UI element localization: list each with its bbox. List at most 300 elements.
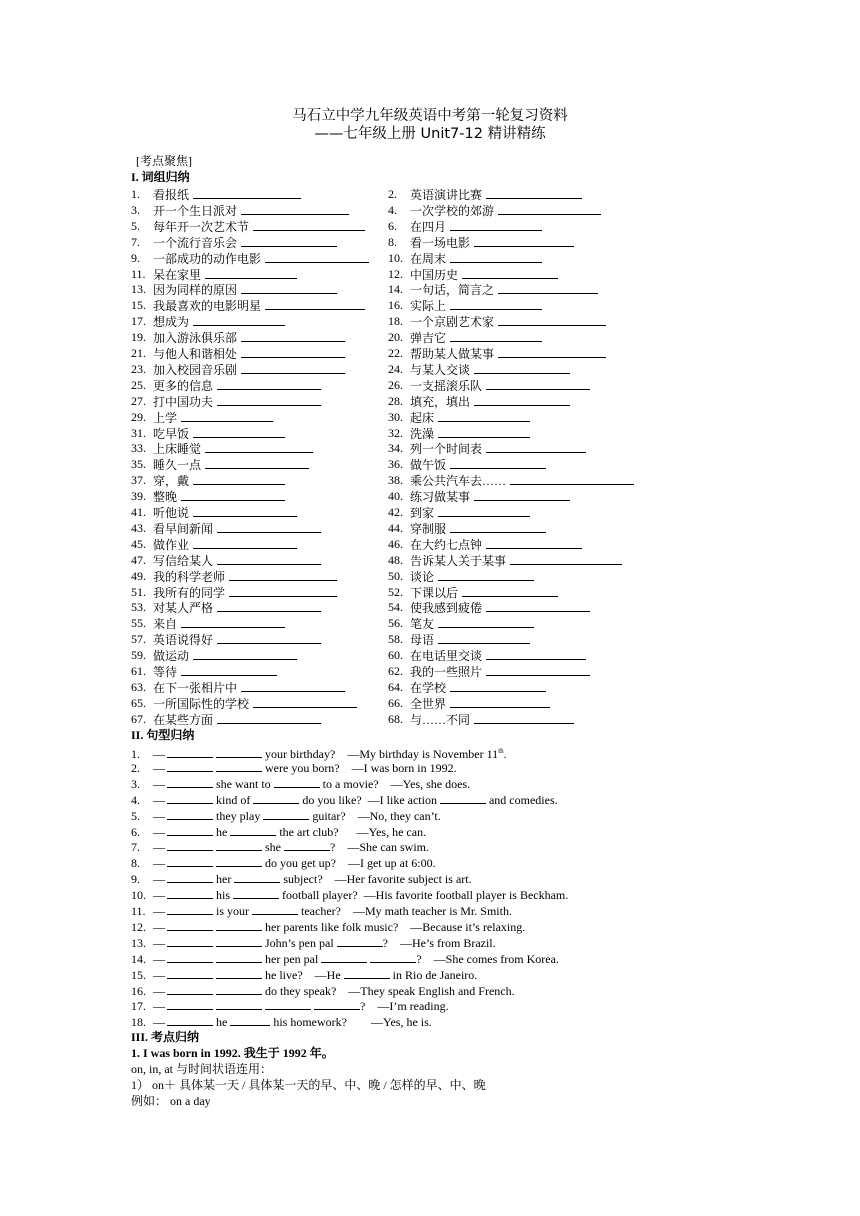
phrase-number: 47. xyxy=(131,552,146,567)
answer-blank[interactable] xyxy=(474,393,570,406)
answer-blank[interactable] xyxy=(216,966,262,979)
phrase-text: 谈论 xyxy=(410,568,534,585)
answer-blank[interactable] xyxy=(450,695,550,708)
phrase-text: 帮助某人做某事 xyxy=(410,345,606,362)
phrase-item xyxy=(131,647,381,663)
phrase-number: 31. xyxy=(131,425,146,440)
answer-blank[interactable] xyxy=(216,950,262,963)
answer-blank[interactable] xyxy=(193,425,285,438)
phrase-item xyxy=(388,568,638,584)
answer-blank[interactable] xyxy=(167,775,213,788)
sentence-text: in Rio de Janeiro. xyxy=(389,967,478,982)
sentence-number: 16. xyxy=(131,983,146,998)
phrase-text: 等待 xyxy=(153,663,277,680)
phrase-number: 48. xyxy=(388,552,403,567)
answer-blank[interactable] xyxy=(216,934,262,947)
phrase-text: 全世界 xyxy=(410,695,550,712)
answer-blank[interactable] xyxy=(241,345,345,358)
phrase-text: 告诉某人关于某事 xyxy=(410,552,622,569)
answer-blank[interactable] xyxy=(216,745,262,758)
sentence-text: ? —She comes from Korea. xyxy=(416,951,559,966)
phrase-number: 10. xyxy=(388,250,403,265)
answer-blank[interactable] xyxy=(486,536,582,549)
phrase-item xyxy=(388,615,638,631)
answer-blank[interactable] xyxy=(167,854,213,867)
answer-blank[interactable] xyxy=(498,313,606,326)
phrase-text: 开一个生日派对 xyxy=(153,202,349,219)
answer-blank[interactable] xyxy=(181,663,277,676)
dash-marker: — xyxy=(153,983,165,998)
phrase-number: 53. xyxy=(131,600,146,615)
answer-blank[interactable] xyxy=(438,615,534,628)
sentence-number: 7. xyxy=(131,840,140,855)
phrase-text: 列一个时间表 xyxy=(410,440,586,457)
answer-blank[interactable] xyxy=(450,250,542,263)
answer-blank[interactable] xyxy=(217,711,321,724)
sentence-text: ? —I’m reading. xyxy=(360,999,449,1014)
answer-blank[interactable] xyxy=(337,934,383,947)
phrase-number: 7. xyxy=(131,234,140,249)
sentence-item xyxy=(131,870,472,886)
phrase-item xyxy=(388,504,638,520)
answer-blank[interactable] xyxy=(181,409,273,422)
phrase-item xyxy=(388,679,638,695)
answer-blank[interactable] xyxy=(486,440,586,453)
phrase-item xyxy=(131,329,381,345)
answer-blank[interactable] xyxy=(193,313,285,326)
section-heading-phrases: I. 词组归纳 xyxy=(131,170,190,184)
point-rule: 1） on＋ 具体某一天 / 具体某一天的早、中、晚 / 怎样的早、中、晚 xyxy=(131,1078,486,1092)
phrase-number: 12. xyxy=(388,266,403,281)
phrase-number: 13. xyxy=(131,282,146,297)
answer-blank[interactable] xyxy=(438,425,530,438)
phrase-item xyxy=(131,488,381,504)
phrase-item xyxy=(131,599,381,615)
sentence-text: the art club? —Yes, he can. xyxy=(276,824,427,839)
phrase-item xyxy=(388,440,638,456)
phrase-number: 8. xyxy=(388,234,397,249)
answer-blank[interactable] xyxy=(474,234,574,247)
answer-blank[interactable] xyxy=(217,520,321,533)
answer-blank[interactable] xyxy=(216,759,262,772)
sentence-item xyxy=(131,775,470,791)
phrase-text: 我最喜欢的电影明星 xyxy=(153,297,365,314)
answer-blank[interactable] xyxy=(217,393,321,406)
sentence-number: 4. xyxy=(131,792,140,807)
answer-blank[interactable] xyxy=(265,297,365,310)
phrase-item xyxy=(388,647,638,663)
phrase-text: 弹吉它 xyxy=(410,329,542,346)
phrase-item xyxy=(131,504,381,520)
answer-blank[interactable] xyxy=(167,982,213,995)
phrase-text: 一次学校的郊游 xyxy=(410,202,601,219)
answer-blank[interactable] xyxy=(321,950,367,963)
answer-blank[interactable] xyxy=(230,823,276,836)
answer-blank[interactable] xyxy=(474,361,570,374)
phrase-text: 看报纸 xyxy=(153,186,301,203)
point-heading: 1. I was born in 1992. 我生于 1992 年。 xyxy=(131,1046,334,1060)
phrase-item xyxy=(131,631,381,647)
phrase-text: 穿制服 xyxy=(410,520,546,537)
phrase-number: 54. xyxy=(388,600,403,615)
phrase-number: 25. xyxy=(131,377,146,392)
phrase-text: 在周末 xyxy=(410,250,542,267)
phrase-text: 与某人交谈 xyxy=(410,361,570,378)
answer-blank[interactable] xyxy=(167,934,213,947)
phrase-number: 68. xyxy=(388,711,403,726)
answer-blank[interactable] xyxy=(229,568,337,581)
phrase-text: 洗澡 xyxy=(410,425,530,442)
phrase-text: 来自 xyxy=(153,615,285,632)
answer-blank[interactable] xyxy=(253,791,299,804)
answer-blank[interactable] xyxy=(370,950,416,963)
answer-blank[interactable] xyxy=(474,711,574,724)
answer-blank[interactable] xyxy=(241,202,349,215)
phrase-text: 练习做某事 xyxy=(410,488,570,505)
answer-blank[interactable] xyxy=(167,1013,213,1026)
phrase-item xyxy=(388,552,638,568)
sentence-text: he xyxy=(213,824,231,839)
answer-blank[interactable] xyxy=(167,791,213,804)
answer-blank[interactable] xyxy=(474,488,570,501)
phrase-number: 44. xyxy=(388,520,403,535)
answer-blank[interactable] xyxy=(253,218,365,231)
phrase-item xyxy=(131,250,381,266)
answer-blank[interactable] xyxy=(167,950,213,963)
answer-blank[interactable] xyxy=(217,377,321,390)
phrase-text: 起床 xyxy=(410,409,530,426)
answer-blank[interactable] xyxy=(193,536,297,549)
answer-blank[interactable] xyxy=(205,266,297,279)
answer-blank[interactable] xyxy=(462,266,558,279)
phrase-text: 看早间新闻 xyxy=(153,520,321,537)
answer-blank[interactable] xyxy=(167,918,213,931)
answer-blank[interactable] xyxy=(241,679,345,692)
phrase-text: 一支摇滚乐队 xyxy=(410,377,590,394)
phrase-number: 38. xyxy=(388,473,403,488)
answer-blank[interactable] xyxy=(438,409,530,422)
phrase-item xyxy=(388,202,638,218)
sentence-text: football player? —His favorite football player is Beckham. xyxy=(279,888,569,903)
sentence-text: kind of xyxy=(213,792,254,807)
phrase-number: 35. xyxy=(131,457,146,472)
answer-blank[interactable] xyxy=(253,695,357,708)
sentence-text: teacher? —My math teacher is Mr. Smith. xyxy=(298,904,512,918)
answer-blank[interactable] xyxy=(314,997,360,1010)
sentence-item xyxy=(131,966,477,982)
answer-blank[interactable] xyxy=(205,440,313,453)
phrase-number: 20. xyxy=(388,330,403,345)
answer-blank[interactable] xyxy=(438,631,530,644)
answer-blank[interactable] xyxy=(167,902,213,915)
phrase-text: 在四月 xyxy=(410,218,542,235)
answer-blank[interactable] xyxy=(450,329,542,342)
answer-blank[interactable] xyxy=(450,520,546,533)
phrase-number: 55. xyxy=(131,616,146,631)
answer-blank[interactable] xyxy=(344,966,390,979)
dash-marker: — xyxy=(153,747,165,761)
answer-blank[interactable] xyxy=(498,281,598,294)
phrase-text: 在某些方面 xyxy=(153,711,321,728)
phrase-item xyxy=(388,472,638,488)
answer-blank[interactable] xyxy=(229,584,337,597)
sentence-text: he xyxy=(213,1015,231,1030)
sentence-text: to a movie? —Yes, she does. xyxy=(319,776,471,791)
phrase-number: 61. xyxy=(131,664,146,678)
sentence-item xyxy=(131,823,426,839)
answer-blank[interactable] xyxy=(486,186,582,199)
phrase-text: 每年开一次艺术节 xyxy=(153,218,365,235)
sentence-number: 12. xyxy=(131,919,146,934)
answer-blank[interactable] xyxy=(241,329,345,342)
answer-blank[interactable] xyxy=(241,234,337,247)
phrase-item xyxy=(388,297,638,313)
answer-blank[interactable] xyxy=(263,807,309,820)
phrase-text: 乘公共汽车去…… xyxy=(410,472,634,489)
phrase-text: 因为同样的原因 xyxy=(153,281,337,298)
phrase-item xyxy=(388,409,638,425)
answer-blank[interactable] xyxy=(450,218,542,231)
answer-blank[interactable] xyxy=(216,982,262,995)
answer-blank[interactable] xyxy=(216,997,262,1010)
phrase-number: 49. xyxy=(131,568,146,583)
answer-blank[interactable] xyxy=(450,679,546,692)
phrase-number: 64. xyxy=(388,679,403,694)
answer-blank[interactable] xyxy=(486,663,590,676)
phrase-text: 吃早饭 xyxy=(153,425,285,442)
answer-blank[interactable] xyxy=(510,552,622,565)
sentence-item xyxy=(131,997,449,1013)
answer-blank[interactable] xyxy=(438,504,530,517)
sentence-item xyxy=(131,791,558,807)
sentence-text: ? —He’s from Brazil. xyxy=(382,935,496,950)
answer-blank[interactable] xyxy=(167,745,213,758)
answer-blank[interactable] xyxy=(217,631,321,644)
phrase-text: 使我感到疲倦 xyxy=(410,599,590,616)
focus-label: [考点聚焦] xyxy=(136,154,192,168)
phrase-item xyxy=(131,313,381,329)
dash-marker: — xyxy=(153,935,165,950)
phrase-text: 一个流行音乐会 xyxy=(153,234,337,251)
answer-blank[interactable] xyxy=(450,456,546,469)
answer-blank[interactable] xyxy=(181,488,285,501)
answer-blank[interactable] xyxy=(216,838,262,851)
dash-marker: — xyxy=(153,967,165,982)
answer-blank[interactable] xyxy=(167,870,213,883)
answer-blank[interactable] xyxy=(265,997,311,1010)
phrase-text: 我的一些照片 xyxy=(410,663,590,680)
answer-blank[interactable] xyxy=(167,759,213,772)
answer-blank[interactable] xyxy=(486,377,590,390)
phrase-item xyxy=(388,456,638,472)
phrase-item xyxy=(131,234,381,250)
sentence-text: his xyxy=(213,888,234,903)
section-heading-points: III. 考点归纳 xyxy=(131,1030,200,1044)
phrase-text: 我的科学老师 xyxy=(153,568,337,585)
phrase-text: 我所有的同学 xyxy=(153,584,337,601)
answer-blank[interactable] xyxy=(265,250,369,263)
answer-blank[interactable] xyxy=(181,615,285,628)
sentence-text: subject? —Her favorite subject is art. xyxy=(280,872,472,887)
phrase-item xyxy=(131,186,381,202)
sentence-number: 15. xyxy=(131,967,146,982)
phrase-item xyxy=(388,361,638,377)
phrase-item xyxy=(131,393,381,409)
phrase-number: 43. xyxy=(131,520,146,535)
point-example: 例如： on a day xyxy=(131,1094,211,1108)
answer-blank[interactable] xyxy=(233,886,279,899)
phrase-item xyxy=(388,488,638,504)
sentence-item xyxy=(131,854,436,870)
sentence-number: 17. xyxy=(131,999,146,1014)
sentence-item xyxy=(131,934,496,950)
phrase-item xyxy=(131,552,381,568)
phrase-number: 5. xyxy=(131,218,140,233)
sentence-text: do you like? —I like action xyxy=(299,792,440,807)
sentence-number: 3. xyxy=(131,776,140,791)
answer-blank[interactable] xyxy=(498,345,606,358)
phrase-number: 45. xyxy=(131,536,146,551)
phrase-item xyxy=(131,440,381,456)
answer-blank[interactable] xyxy=(193,504,297,517)
phrase-number: 66. xyxy=(388,695,403,710)
phrase-item xyxy=(131,202,381,218)
dash-marker: — xyxy=(153,840,165,855)
dash-marker: — xyxy=(153,824,165,839)
phrase-item xyxy=(388,377,638,393)
phrase-text: 睡久一点 xyxy=(153,456,309,473)
sentence-item xyxy=(131,950,559,966)
dash-marker: — xyxy=(153,919,165,934)
answer-blank[interactable] xyxy=(486,647,586,660)
phrase-number: 52. xyxy=(388,584,403,599)
phrase-number: 41. xyxy=(131,505,146,519)
answer-blank[interactable] xyxy=(241,361,345,374)
phrase-item xyxy=(388,425,638,441)
phrase-text: 一部成功的动作电影 xyxy=(153,250,369,267)
phrase-item xyxy=(131,456,381,472)
answer-blank[interactable] xyxy=(167,886,213,899)
phrase-number: 59. xyxy=(131,648,146,663)
phrase-number: 24. xyxy=(388,361,403,376)
sentence-item xyxy=(131,886,568,902)
answer-blank[interactable] xyxy=(234,870,280,883)
phrase-number: 29. xyxy=(131,409,146,424)
phrase-item xyxy=(388,329,638,345)
answer-blank[interactable] xyxy=(193,472,285,485)
answer-blank[interactable] xyxy=(193,647,297,660)
phrase-number: 3. xyxy=(131,202,140,217)
phrase-item xyxy=(388,393,638,409)
sentence-number: 9. xyxy=(131,872,140,887)
sentence-item xyxy=(131,1013,432,1029)
answer-blank[interactable] xyxy=(167,823,213,836)
answer-blank[interactable] xyxy=(167,807,213,820)
sentence-text: her xyxy=(213,872,235,887)
phrase-item xyxy=(131,361,381,377)
phrase-item xyxy=(131,266,381,282)
sentence-text: is your xyxy=(213,904,252,918)
phrase-text: 一所国际性的学校 xyxy=(153,695,357,712)
answer-blank[interactable] xyxy=(274,775,320,788)
sentence-number: 8. xyxy=(131,856,140,871)
ordinal-suffix: th xyxy=(498,747,504,755)
answer-blank[interactable] xyxy=(510,472,634,485)
answer-blank[interactable] xyxy=(486,599,590,612)
document-title: 马石立中学九年级英语中考第一轮复习资料 xyxy=(292,108,568,124)
answer-blank[interactable] xyxy=(230,1013,270,1026)
phrase-number: 26. xyxy=(388,377,403,392)
phrase-number: 30. xyxy=(388,409,403,424)
phrase-item xyxy=(131,568,381,584)
answer-blank[interactable] xyxy=(498,202,601,215)
answer-blank[interactable] xyxy=(241,281,337,294)
sentence-text: and comedies. xyxy=(485,792,558,807)
answer-blank[interactable] xyxy=(216,918,262,931)
phrase-text: 与他人和谐相处 xyxy=(153,345,345,362)
phrase-number: 6. xyxy=(388,218,397,233)
phrase-text: 与……不同 xyxy=(410,711,574,728)
sentence-number: 18. xyxy=(131,1015,146,1030)
answer-blank[interactable] xyxy=(216,854,262,867)
answer-blank[interactable] xyxy=(167,966,213,979)
sentence-text: do they speak? —They speak English and French. xyxy=(262,983,515,998)
answer-blank[interactable] xyxy=(167,997,213,1010)
sentence-item xyxy=(131,918,525,934)
phrase-item xyxy=(131,425,381,441)
phrase-text: 填充，填出 xyxy=(410,393,570,410)
phrase-item xyxy=(131,615,381,631)
sentence-text: do you get up? —I get up at 6:00. xyxy=(262,856,436,871)
answer-blank[interactable] xyxy=(440,791,486,804)
answer-blank[interactable] xyxy=(462,584,558,597)
phrase-number: 57. xyxy=(131,632,146,647)
dash-marker: — xyxy=(153,904,165,918)
answer-blank[interactable] xyxy=(205,456,309,469)
sentence-text: she want to xyxy=(213,776,274,791)
phrase-text: 在下一张相片中 xyxy=(153,679,345,696)
phrase-text: 英语演讲比赛 xyxy=(410,186,582,203)
sentence-text: were you born? —I was born in 1992. xyxy=(262,760,457,775)
dash-marker: — xyxy=(153,951,165,966)
sentence-item xyxy=(131,759,457,775)
sentence-text: her parents like folk music? —Because it’s relaxing. xyxy=(262,919,526,934)
dash-marker: — xyxy=(153,999,165,1014)
phrase-number: 27. xyxy=(131,393,146,408)
answer-blank[interactable] xyxy=(252,902,298,915)
answer-blank[interactable] xyxy=(217,599,321,612)
phrase-number: 65. xyxy=(131,695,146,710)
answer-blank[interactable] xyxy=(167,838,213,851)
answer-blank[interactable] xyxy=(217,552,321,565)
sentence-number: 1. xyxy=(131,747,140,761)
phrase-number: 1. xyxy=(131,187,140,201)
answer-blank[interactable] xyxy=(284,838,330,851)
answer-blank[interactable] xyxy=(193,186,301,199)
phrase-item xyxy=(131,520,381,536)
section-heading-sentences: II. 句型归纳 xyxy=(131,728,195,742)
phrase-number: 2. xyxy=(388,187,397,201)
phrase-item xyxy=(131,345,381,361)
phrase-number: 14. xyxy=(388,282,403,297)
sentence-item xyxy=(131,902,512,918)
phrase-text: 听他说 xyxy=(153,504,297,521)
answer-blank[interactable] xyxy=(438,568,534,581)
phrase-item xyxy=(388,218,638,234)
dash-marker: — xyxy=(153,1015,165,1030)
sentence-number: 11. xyxy=(131,904,146,918)
answer-blank[interactable] xyxy=(450,297,542,310)
